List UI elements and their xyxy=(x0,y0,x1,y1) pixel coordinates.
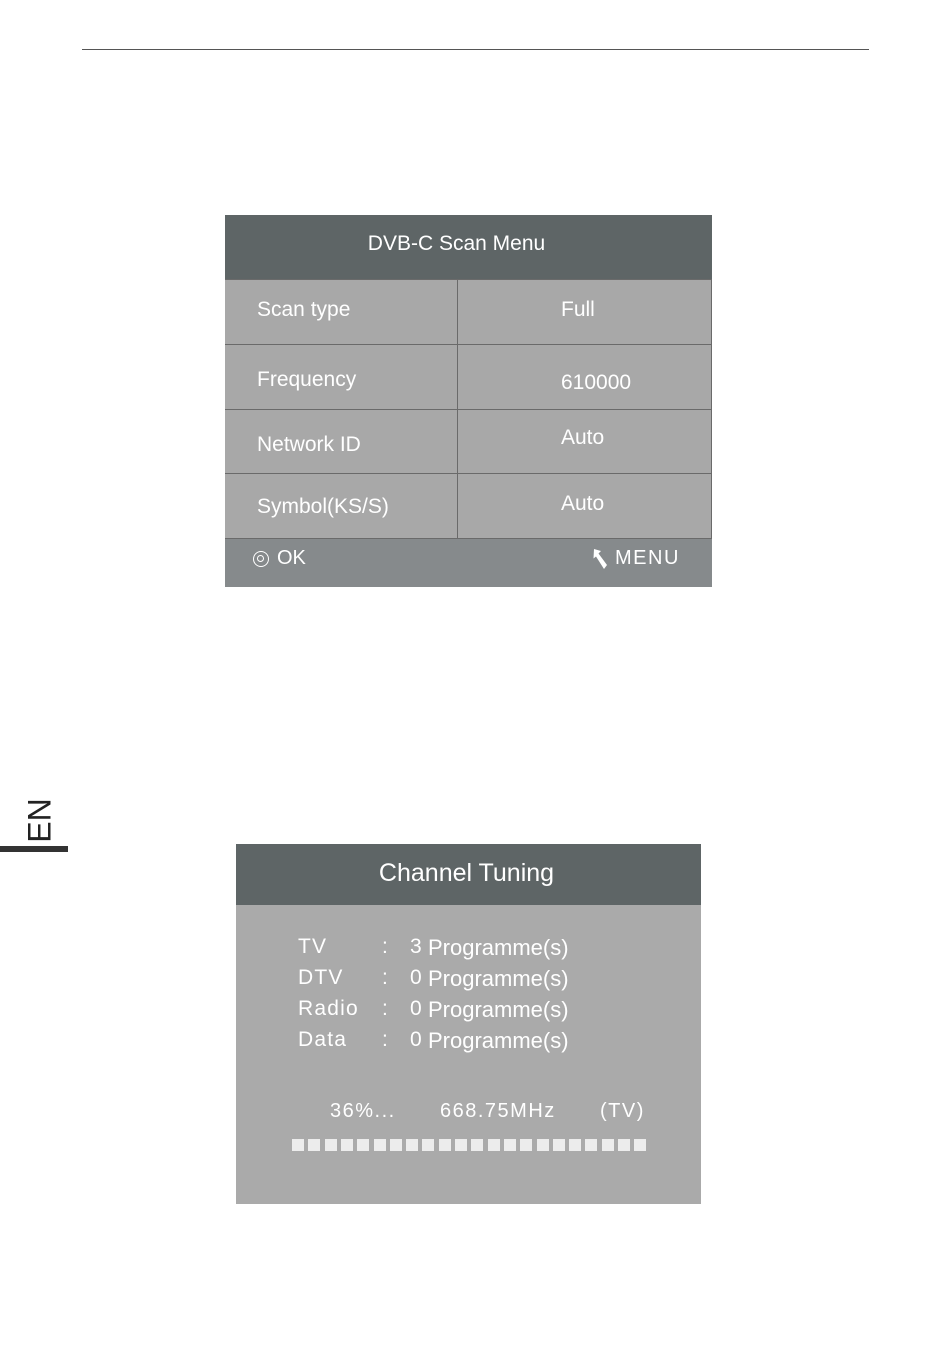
frequency-label: Frequency xyxy=(257,368,357,391)
count-category: TV xyxy=(298,935,328,958)
ok-label: OK xyxy=(277,547,306,569)
progress-segment xyxy=(357,1139,369,1151)
channel-tuning-panel xyxy=(236,844,701,1204)
scan-type-value: Full xyxy=(561,298,595,321)
count-unit: Programme(s) xyxy=(428,966,569,991)
scan-menu-footer xyxy=(225,538,712,587)
menu-label: MENU xyxy=(615,547,680,569)
count-unit: Programme(s) xyxy=(428,1028,569,1053)
progress-segment xyxy=(292,1139,304,1151)
progress-segment xyxy=(504,1139,516,1151)
count-value: 0 xyxy=(410,966,422,989)
count-value: 3 xyxy=(410,935,422,958)
scan-progress-percent: 36%... xyxy=(330,1100,396,1122)
language-tab-bar xyxy=(0,846,68,852)
page-top-rule xyxy=(82,49,869,50)
count-colon: : xyxy=(382,935,388,958)
progress-segment xyxy=(634,1139,646,1151)
scan-frequency: 668.75MHz xyxy=(440,1100,556,1122)
language-tab xyxy=(20,797,60,843)
scan-menu-title xyxy=(225,215,712,279)
scan-row-frequency[interactable] xyxy=(225,344,712,409)
language-tab-label: EN xyxy=(21,797,58,843)
progress-segment xyxy=(618,1139,630,1151)
scan-progress-bar xyxy=(292,1139,649,1151)
count-category: DTV xyxy=(298,966,344,989)
scan-row-scan-type[interactable] xyxy=(225,279,712,344)
symbol-rate-value: Auto xyxy=(561,492,605,515)
count-category: Radio xyxy=(298,997,359,1020)
progress-segment xyxy=(341,1139,353,1151)
progress-segment xyxy=(585,1139,597,1151)
progress-segment xyxy=(308,1139,320,1151)
count-category: Data xyxy=(298,1028,348,1051)
progress-segment xyxy=(406,1139,418,1151)
progress-segment xyxy=(325,1139,337,1151)
scan-band: (TV) xyxy=(600,1100,645,1122)
progress-segment xyxy=(520,1139,532,1151)
progress-segment xyxy=(553,1139,565,1151)
scan-type-label: Scan type xyxy=(257,298,351,321)
network-id-value: Auto xyxy=(561,426,605,449)
ok-hint[interactable] xyxy=(253,547,306,570)
count-unit: Programme(s) xyxy=(428,997,569,1022)
scan-menu-title-text: DVB-C Scan Menu xyxy=(367,232,546,255)
progress-segment xyxy=(569,1139,581,1151)
symbol-rate-label: Symbol(KS/S) xyxy=(257,495,389,518)
progress-segment xyxy=(537,1139,549,1151)
progress-segment xyxy=(422,1139,434,1151)
progress-segment xyxy=(471,1139,483,1151)
count-colon: : xyxy=(382,1028,388,1051)
network-id-label: Network ID xyxy=(257,433,361,456)
count-unit: Programme(s) xyxy=(428,935,569,960)
frequency-value: 610000 xyxy=(561,371,632,394)
count-colon: : xyxy=(382,966,388,989)
progress-segment xyxy=(439,1139,451,1151)
scan-row-symbol-rate[interactable] xyxy=(225,473,712,538)
progress-segment xyxy=(374,1139,386,1151)
progress-segment xyxy=(488,1139,500,1151)
channel-tuning-title-text: Channel Tuning xyxy=(378,859,555,887)
return-arrow-icon xyxy=(591,548,609,570)
scan-row-network-id[interactable] xyxy=(225,409,712,474)
progress-segment xyxy=(390,1139,402,1151)
channel-tuning-title xyxy=(236,844,701,905)
menu-hint[interactable] xyxy=(591,547,680,570)
progress-segment xyxy=(455,1139,467,1151)
count-value: 0 xyxy=(410,1028,422,1051)
progress-segment xyxy=(602,1139,614,1151)
scan-right-border xyxy=(711,279,712,538)
dvbc-scan-menu xyxy=(225,215,712,587)
count-value: 0 xyxy=(410,997,422,1020)
count-colon: : xyxy=(382,997,388,1020)
scan-column-divider xyxy=(457,279,458,538)
ok-circle-icon xyxy=(253,551,269,567)
